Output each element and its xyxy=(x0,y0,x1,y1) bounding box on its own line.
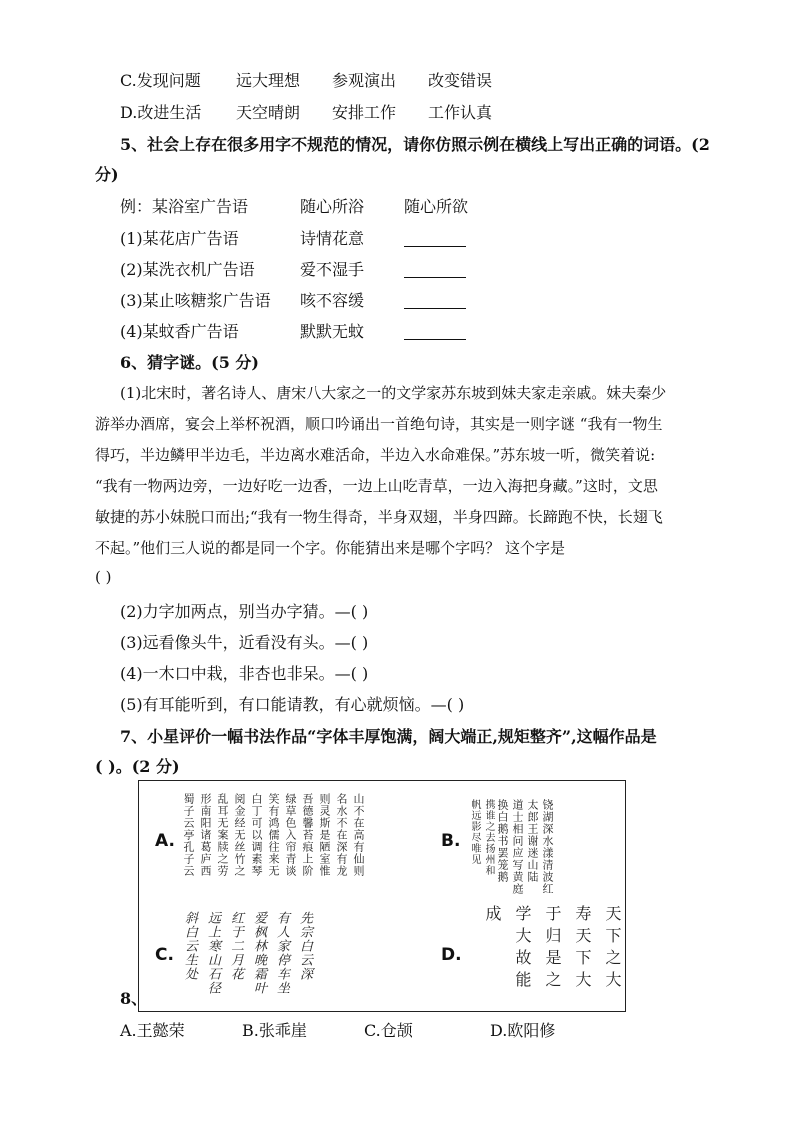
option-c-word-2: 参观演出 xyxy=(332,71,397,90)
q5-item-row xyxy=(120,226,466,249)
q5-example-correct: 随心所欲 xyxy=(404,197,469,216)
calligraphy-column: 携谁之去扬州和 xyxy=(483,799,494,876)
q5-item-source: (4)某蚊香广告语 xyxy=(120,322,239,341)
q8-option-b[interactable]: B.张乖崖 xyxy=(242,1021,307,1040)
q5-example-row xyxy=(120,194,468,217)
q6-paragraph-line: 得巧，半边鳞甲半边毛，半边离水难活命，半边入水命难保。”苏东坡一听，微笑着说: xyxy=(95,446,656,464)
calligraphy-options-panel xyxy=(138,780,626,1012)
answer-blank[interactable] xyxy=(404,263,466,278)
calligraphy-column: 道士相问应写黄庭 xyxy=(511,799,524,895)
q5-item-wrong: 默默无蚊 xyxy=(300,322,365,341)
q6-item: (2)力字加两点，别当办字猜。—( ) xyxy=(120,602,369,621)
q6-item: (3)远看像头牛，近看没有头。—( ) xyxy=(120,633,369,652)
answer-blank[interactable] xyxy=(404,232,466,247)
calligraphy-column: 形南阳诸葛庐西 xyxy=(199,793,212,877)
calligraphy-column: 太郎王谢迷山陆 xyxy=(526,799,539,883)
q5-item-row xyxy=(120,257,466,280)
q8-option-a[interactable]: A.王懿荣 xyxy=(120,1021,185,1040)
q8-number: 8、 xyxy=(120,989,148,1008)
q6-paragraph-line: (1)北宋时，著名诗人、唐宋八大家之一的文学家苏东坡到妹夫家走亲戚。妹夫秦少 xyxy=(120,384,667,402)
calligraphy-column: 帆远影尽唯见 xyxy=(469,799,480,865)
q5-example-wrong: 随心所浴 xyxy=(300,197,365,216)
calligraphy-a-image xyxy=(183,793,364,877)
q8-options-row xyxy=(120,1018,555,1041)
calligraphy-column: 铙湖深水漾清波红 xyxy=(541,799,554,895)
calligraphy-column: 吾德馨苔痕上阶 xyxy=(301,793,314,877)
calligraphy-column: 先宗白云深 xyxy=(297,911,312,981)
option-d-row xyxy=(120,100,492,123)
calligraphy-c-image xyxy=(183,911,311,995)
calligraphy-b-image xyxy=(469,799,553,895)
q5-item-wrong: 诗情花意 xyxy=(300,229,365,248)
option-d-label: D.改进生活 xyxy=(120,103,202,122)
q6-item: (5)有耳能听到，有口能请教，有心就烦恼。—( ) xyxy=(120,695,465,714)
q6-title: 6、猜字谜。(5 分) xyxy=(120,353,259,372)
q5-item-wrong: 咳不容缓 xyxy=(300,291,365,310)
calligraphy-column: 于归是之 xyxy=(543,905,562,993)
calligraphy-column: 乱耳无案牍之劳 xyxy=(216,793,229,877)
q8-option-d[interactable]: D.欧阳修 xyxy=(490,1021,556,1040)
calligraphy-column: 绿草色入帘青谈 xyxy=(284,793,297,877)
calligraphy-column: 学大故能 xyxy=(513,905,532,993)
option-c-word-3: 改变错误 xyxy=(428,71,493,90)
option-b-label: B. xyxy=(441,831,461,851)
calligraphy-column: 天下之大 xyxy=(603,905,622,993)
q5-item-row xyxy=(120,319,466,342)
answer-blank[interactable] xyxy=(404,294,466,309)
q6-paragraph-line: 敏捷的苏小妹脱口而出;“我有一物生得奇，半身双翅，半身四蹄。长蹄跑不快，长翅飞 xyxy=(95,508,663,526)
option-d-word-3: 工作认真 xyxy=(428,103,493,122)
option-d-word-2: 安排工作 xyxy=(332,103,397,122)
calligraphy-d-image xyxy=(484,905,620,993)
calligraphy-column: 有人家停车坐 xyxy=(274,911,289,995)
calligraphy-column: 远上寒山石径 xyxy=(205,911,220,995)
calligraphy-column: 斜白云生处 xyxy=(182,911,197,981)
q6-paragraph-line: 不起。”他们三人说的都是同一个字。你能猜出来是哪个字吗？ 这个字是 xyxy=(95,539,565,557)
answer-blank[interactable] xyxy=(404,325,466,340)
q5-item-source: (1)某花店广告语 xyxy=(120,229,239,248)
calligraphy-column: 白丁可以调素琴 xyxy=(250,793,263,877)
q5-item-row xyxy=(120,288,466,311)
calligraphy-column: 寿天下大 xyxy=(573,905,592,993)
q7-title: 7、小星评价一幅书法作品“字体丰厚饱满，阔大端正,规矩整齐”,这幅作品是 xyxy=(120,727,657,746)
q5-title-cont: 分) xyxy=(95,165,119,184)
calligraphy-column: 换白鹅书罢笼鹅 xyxy=(496,799,509,883)
q5-example-source: 例：某浴室广告语 xyxy=(120,197,249,216)
option-c-label: C. xyxy=(155,945,174,965)
q5-item-source: (2)某洗衣机广告语 xyxy=(120,260,255,279)
calligraphy-column: 山不在高有仙则 xyxy=(352,793,365,877)
option-d-label: D. xyxy=(441,945,462,965)
calligraphy-column: 笑有鸿儒往来无 xyxy=(267,793,280,877)
calligraphy-column: 名水不在深有龙 xyxy=(335,793,348,877)
calligraphy-column: 蜀子云亭孔子云 xyxy=(182,793,195,877)
option-c-row xyxy=(120,68,492,91)
q6-paragraph-line: “我有一物两边旁，一边好吃一边香，一边上山吃青草，一边入海把身藏。”这时，文思 xyxy=(95,477,658,495)
option-a-label: A. xyxy=(155,831,175,851)
calligraphy-column: 则灵斯是陋室惟 xyxy=(318,793,331,877)
q6-item: (4)一木口中栽，非杏也非呆。—( ) xyxy=(120,664,369,683)
calligraphy-column: 成 xyxy=(483,905,502,927)
q5-title: 5、社会上存在很多用字不规范的情况，请你仿照示例在横线上写出正确的词语。(2 xyxy=(120,135,710,154)
q5-item-wrong: 爱不湿手 xyxy=(300,260,365,279)
calligraphy-column: 爱枫林晚霜叶 xyxy=(251,911,266,995)
calligraphy-column: 红于二月花 xyxy=(228,911,243,981)
q5-item-source: (3)某止咳糖浆广告语 xyxy=(120,291,271,310)
option-d-word-1: 天空晴朗 xyxy=(236,103,301,122)
q8-option-c[interactable]: C.仓颉 xyxy=(364,1021,413,1040)
calligraphy-column: 阅金经无丝竹之 xyxy=(233,793,246,877)
option-c-label: C.发现问题 xyxy=(120,71,201,90)
q7-title-cont: ( )。(2 分) xyxy=(95,757,180,776)
q6-paragraph-line: 游举办酒席，宴会上举杯祝酒，顺口吟诵出一首绝句诗，其实是一则字谜 “我有一物生 xyxy=(95,415,663,433)
q6-answer-paren: ( ) xyxy=(95,568,112,586)
option-c-word-1: 远大理想 xyxy=(236,71,301,90)
